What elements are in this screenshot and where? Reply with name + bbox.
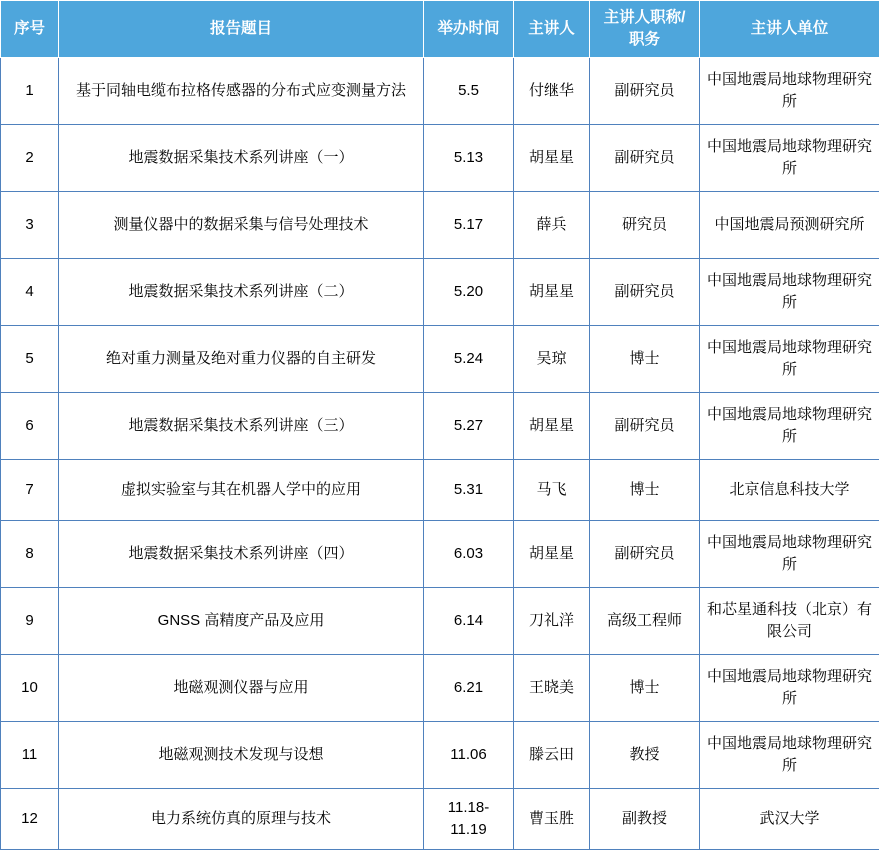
cell-organization: 北京信息科技大学	[700, 460, 879, 521]
table-row	[1, 789, 879, 850]
cell-index: 12	[1, 789, 59, 850]
cell-title: 测量仪器中的数据采集与信号处理技术	[59, 192, 424, 259]
cell-title: 基于同轴电缆布拉格传感器的分布式应变测量方法	[59, 58, 424, 125]
column-header-organization: 主讲人单位	[700, 1, 879, 58]
cell-position: 副研究员	[590, 521, 700, 588]
cell-title: 地震数据采集技术系列讲座（三）	[59, 393, 424, 460]
cell-organization: 中国地震局地球物理研究所	[700, 125, 879, 192]
table-row	[1, 393, 879, 460]
table-row	[1, 326, 879, 393]
cell-date: 5.5	[424, 58, 514, 125]
column-header-speaker: 主讲人	[514, 1, 590, 58]
cell-speaker: 胡星星	[514, 521, 590, 588]
cell-position: 高级工程师	[590, 588, 700, 655]
cell-date: 6.03	[424, 521, 514, 588]
cell-organization: 中国地震局地球物理研究所	[700, 722, 879, 789]
cell-position: 博士	[590, 655, 700, 722]
column-header-index: 序号	[1, 1, 59, 58]
cell-date: 11.18-11.19	[424, 789, 514, 850]
cell-speaker: 滕云田	[514, 722, 590, 789]
cell-index: 11	[1, 722, 59, 789]
cell-title: 地震数据采集技术系列讲座（二）	[59, 259, 424, 326]
cell-date: 5.31	[424, 460, 514, 521]
table-row	[1, 521, 879, 588]
cell-organization: 中国地震局预测研究所	[700, 192, 879, 259]
cell-title: 地磁观测技术发现与设想	[59, 722, 424, 789]
cell-index: 4	[1, 259, 59, 326]
cell-date: 6.14	[424, 588, 514, 655]
cell-organization: 中国地震局地球物理研究所	[700, 655, 879, 722]
cell-title: 地震数据采集技术系列讲座（四）	[59, 521, 424, 588]
column-header-position: 主讲人职称/职务	[590, 1, 700, 58]
cell-index: 9	[1, 588, 59, 655]
table-row	[1, 588, 879, 655]
cell-date: 11.06	[424, 722, 514, 789]
cell-index: 8	[1, 521, 59, 588]
cell-position: 副研究员	[590, 393, 700, 460]
cell-index: 1	[1, 58, 59, 125]
cell-speaker: 曹玉胜	[514, 789, 590, 850]
column-header-title: 报告题目	[59, 1, 424, 58]
table-row	[1, 655, 879, 722]
cell-index: 2	[1, 125, 59, 192]
table-body	[1, 58, 879, 850]
cell-title: 地震数据采集技术系列讲座（一）	[59, 125, 424, 192]
cell-date: 5.24	[424, 326, 514, 393]
table-row	[1, 460, 879, 521]
cell-title: 电力系统仿真的原理与技术	[59, 789, 424, 850]
cell-speaker: 胡星星	[514, 125, 590, 192]
cell-index: 5	[1, 326, 59, 393]
cell-position: 教授	[590, 722, 700, 789]
cell-organization: 中国地震局地球物理研究所	[700, 326, 879, 393]
table-row	[1, 259, 879, 326]
cell-position: 副研究员	[590, 259, 700, 326]
cell-date: 5.20	[424, 259, 514, 326]
cell-date: 5.17	[424, 192, 514, 259]
cell-speaker: 王晓美	[514, 655, 590, 722]
table-header	[1, 1, 879, 58]
table-row	[1, 192, 879, 259]
cell-speaker: 胡星星	[514, 259, 590, 326]
cell-index: 6	[1, 393, 59, 460]
cell-position: 博士	[590, 326, 700, 393]
cell-organization: 中国地震局地球物理研究所	[700, 58, 879, 125]
cell-title: 虚拟实验室与其在机器人学中的应用	[59, 460, 424, 521]
cell-date: 5.27	[424, 393, 514, 460]
cell-title: GNSS 高精度产品及应用	[59, 588, 424, 655]
cell-position: 副研究员	[590, 58, 700, 125]
cell-speaker: 吴琼	[514, 326, 590, 393]
column-header-date: 举办时间	[424, 1, 514, 58]
cell-organization: 中国地震局地球物理研究所	[700, 393, 879, 460]
cell-speaker: 刀礼洋	[514, 588, 590, 655]
cell-index: 7	[1, 460, 59, 521]
cell-organization: 中国地震局地球物理研究所	[700, 521, 879, 588]
cell-speaker: 胡星星	[514, 393, 590, 460]
cell-title: 地磁观测仪器与应用	[59, 655, 424, 722]
cell-speaker: 薛兵	[514, 192, 590, 259]
cell-organization: 武汉大学	[700, 789, 879, 850]
cell-index: 10	[1, 655, 59, 722]
table-row	[1, 722, 879, 789]
cell-position: 研究员	[590, 192, 700, 259]
cell-date: 6.21	[424, 655, 514, 722]
table-header-row	[1, 1, 879, 58]
cell-position: 博士	[590, 460, 700, 521]
cell-position: 副教授	[590, 789, 700, 850]
cell-speaker: 付继华	[514, 58, 590, 125]
cell-date: 5.13	[424, 125, 514, 192]
cell-index: 3	[1, 192, 59, 259]
cell-speaker: 马飞	[514, 460, 590, 521]
cell-position: 副研究员	[590, 125, 700, 192]
table-row	[1, 58, 879, 125]
cell-title: 绝对重力测量及绝对重力仪器的自主研发	[59, 326, 424, 393]
cell-organization: 和芯星通科技（北京）有限公司	[700, 588, 879, 655]
table-row	[1, 125, 879, 192]
cell-organization: 中国地震局地球物理研究所	[700, 259, 879, 326]
